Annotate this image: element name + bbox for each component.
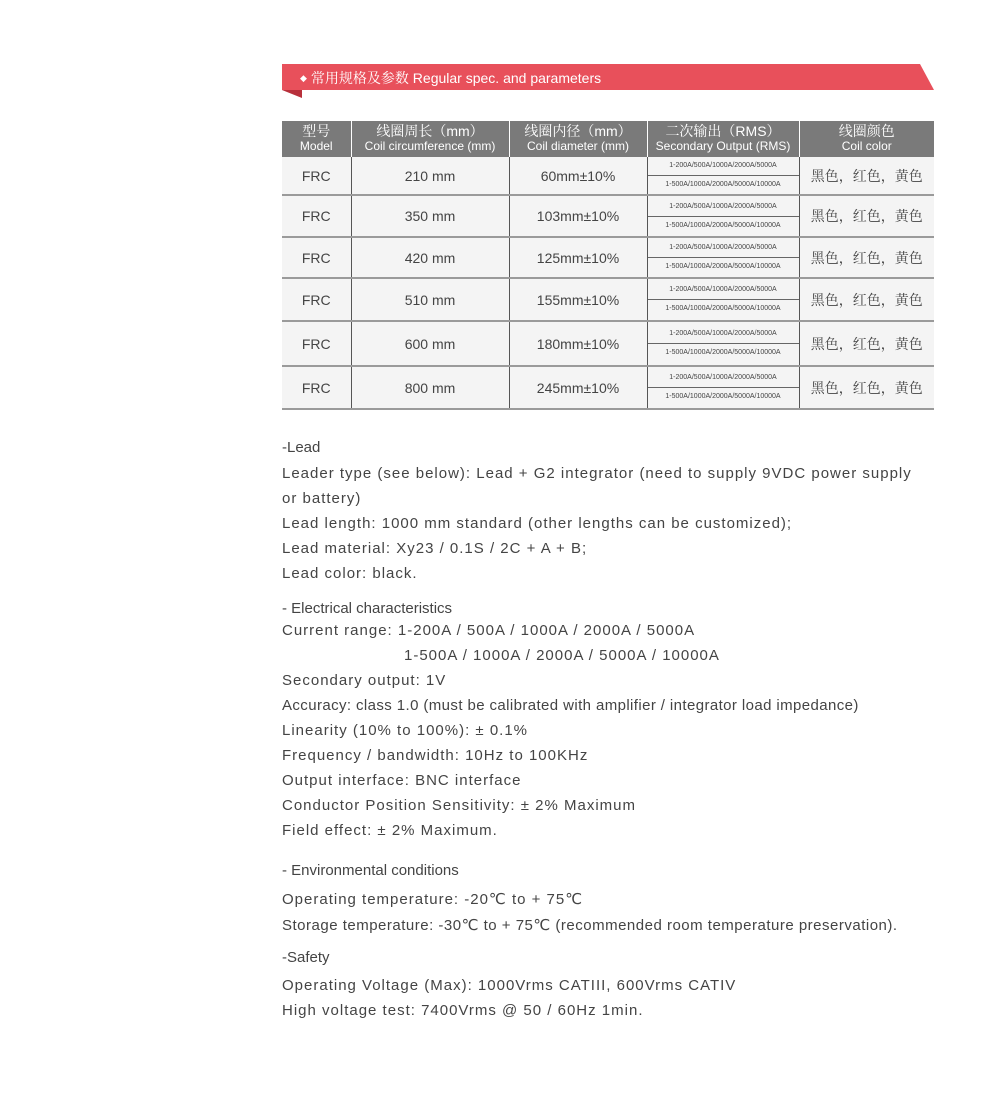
lead-line: Lead color: black. — [282, 565, 418, 582]
cell-circumference: 350 mm — [351, 195, 509, 237]
cell-output: 1-200A/500A/1000A/2000A/5000A 1-500A/1000A/2000A/5000A/10000A — [647, 237, 799, 278]
electrical-line: 1-500A / 1000A / 2000A / 5000A / 10000A — [404, 647, 720, 664]
cell-model: FRC — [282, 278, 351, 321]
cell-circumference: 210 mm — [351, 157, 509, 195]
lead-line: Lead material: Xy23 / 0.1S / 2C + A + B; — [282, 540, 588, 557]
cell-color: 黑色，红色，黄色 — [799, 157, 934, 195]
electrical-line: Output interface: BNC interface — [282, 772, 522, 789]
cell-diameter: 180mm±10% — [509, 321, 647, 366]
cell-output: 1-200A/500A/1000A/2000A/5000A 1-500A/1000A/2000A/5000A/10000A — [647, 195, 799, 237]
cell-model: FRC — [282, 237, 351, 278]
lead-title: -Lead — [282, 439, 321, 456]
cell-circumference: 510 mm — [351, 278, 509, 321]
cell-output: 1-200A/500A/1000A/2000A/5000A 1-500A/1000A/2000A/5000A/10000A — [647, 157, 799, 195]
table-header-row — [282, 121, 934, 157]
cell-output: 1-200A/500A/1000A/2000A/5000A 1-500A/1000A/2000A/5000A/10000A — [647, 366, 799, 409]
header-output: 二次输出（RMS） Secondary Output (RMS) — [647, 121, 799, 157]
electrical-line: Linearity (10% to 100%): ± 0.1% — [282, 722, 529, 739]
cell-color: 黑色，红色，黄色 — [799, 366, 934, 409]
table-row — [282, 366, 934, 409]
cell-circumference: 420 mm — [351, 237, 509, 278]
safety-line: Operating Voltage (Max): 1000Vrms CATIII, 600Vrms CATIV — [282, 977, 737, 994]
electrical-section — [282, 600, 982, 847]
table-row — [282, 321, 934, 366]
cell-output: 1-200A/500A/1000A/2000A/5000A 1-500A/1000A/2000A/5000A/10000A — [647, 321, 799, 366]
spec-table — [282, 121, 934, 410]
table-row — [282, 157, 934, 195]
cell-diameter: 103mm±10% — [509, 195, 647, 237]
lead-line: or battery) — [282, 490, 362, 507]
header-circumference: 线圈周长（mm） Coil circumference (mm) — [351, 121, 509, 157]
environmental-line: Storage temperature: -30℃ to + 75℃ (recommended room temperature preservation). — [282, 917, 898, 934]
safety-title: -Safety — [282, 949, 330, 966]
cell-diameter: 125mm±10% — [509, 237, 647, 278]
header-model: 型号 Model — [282, 121, 351, 157]
cell-color: 黑色，红色，黄色 — [799, 237, 934, 278]
cell-model: FRC — [282, 321, 351, 366]
electrical-line: Accuracy: class 1.0 (must be calibrated with amplifier / integrator load impedance) — [282, 697, 859, 714]
electrical-line: Frequency / bandwidth: 10Hz to 100KHz — [282, 747, 589, 764]
table-row — [282, 278, 934, 321]
cell-model: FRC — [282, 157, 351, 195]
electrical-line: Field effect: ± 2% Maximum. — [282, 822, 498, 839]
electrical-line: Conductor Position Sensitivity: ± 2% Maximum — [282, 797, 637, 814]
environmental-line: Operating temperature: -20℃ to + 75℃ — [282, 891, 584, 908]
lead-line: Leader type (see below): Lead + G2 integrator (need to supply 9VDC power supply — [282, 465, 912, 482]
diamond-bullet-icon: ◆ — [300, 73, 307, 83]
lead-section — [282, 439, 982, 590]
cell-color: 黑色，红色，黄色 — [799, 195, 934, 237]
environmental-section — [282, 862, 982, 942]
safety-line: High voltage test: 7400Vrms @ 50 / 60Hz 1min. — [282, 1002, 644, 1019]
cell-circumference: 600 mm — [351, 321, 509, 366]
cell-color: 黑色，红色，黄色 — [799, 321, 934, 366]
cell-diameter: 245mm±10% — [509, 366, 647, 409]
cell-color: 黑色，红色，黄色 — [799, 278, 934, 321]
environmental-title: - Environmental conditions — [282, 862, 459, 879]
cell-output: 1-200A/500A/1000A/2000A/5000A 1-500A/1000A/2000A/5000A/10000A — [647, 278, 799, 321]
electrical-line: Secondary output: 1V — [282, 672, 447, 689]
lead-line: Lead length: 1000 mm standard (other lengths can be customized); — [282, 515, 793, 532]
cell-model: FRC — [282, 195, 351, 237]
cell-circumference: 800 mm — [351, 366, 509, 409]
header-color: 线圈颜色 Coil color — [799, 121, 934, 157]
banner-title: 常用规格及参数 Regular spec. and parameters — [310, 70, 602, 86]
table-row — [282, 237, 934, 278]
electrical-line: Current range: 1-200A / 500A / 1000A / 2000A / 5000A — [282, 622, 696, 639]
electrical-title: - Electrical characteristics — [282, 600, 453, 617]
cell-diameter: 60mm±10% — [509, 157, 647, 195]
header-diameter: 线圈内径（mm） Coil diameter (mm) — [509, 121, 647, 157]
safety-section — [282, 949, 982, 1027]
table-row — [282, 195, 934, 237]
cell-model: FRC — [282, 366, 351, 409]
section-banner — [282, 64, 934, 98]
cell-diameter: 155mm±10% — [509, 278, 647, 321]
